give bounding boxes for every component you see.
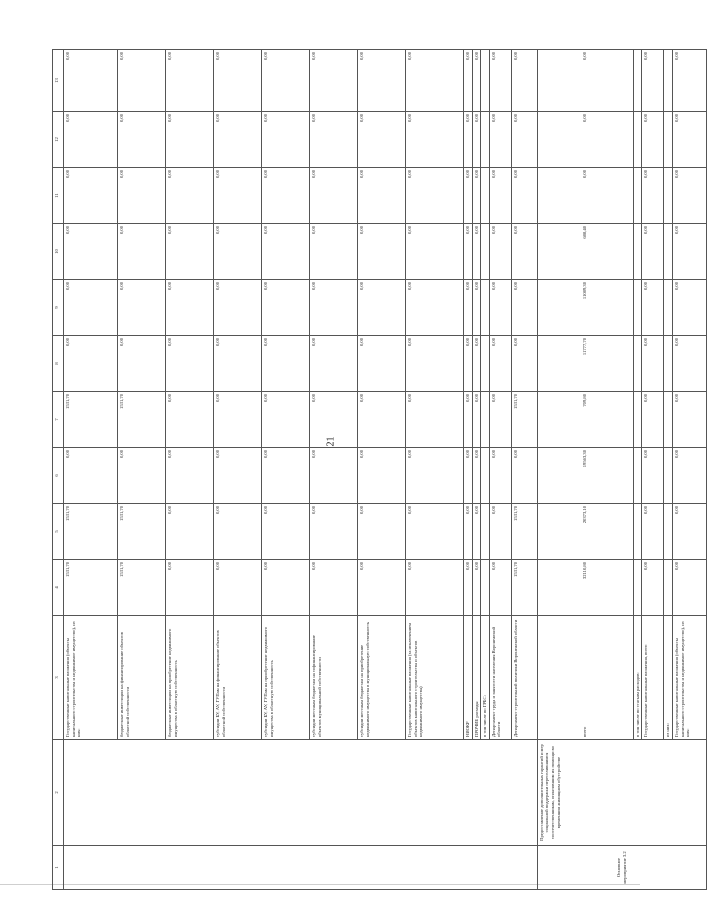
value-cell: 0,00 [406, 50, 464, 112]
row-label: НИОКР [464, 616, 473, 740]
value-cell: 0,00 [642, 560, 664, 616]
value-cell [481, 280, 490, 336]
value-cell: 0,00 [642, 280, 664, 336]
value-cell: 0,00 [166, 336, 214, 392]
row-label: в том числе по статьям расходов: [633, 616, 642, 740]
value-cell [481, 336, 490, 392]
col-header: 3 [53, 616, 64, 740]
row-label: Государственные капитальные вложения, всего [642, 616, 664, 740]
value-cell: 0,00 [358, 448, 406, 504]
value-cell: 0,00 [118, 280, 166, 336]
value-cell [633, 504, 642, 560]
value-cell: 0,00 [642, 50, 664, 112]
value-cell: 0,00 [214, 560, 262, 616]
row-label: Государственные капитальные вложения (объекты капитального строительства и недвижимое имущество), из них: [672, 616, 706, 740]
value-cell: 0,00 [118, 448, 166, 504]
empty-cell [64, 740, 538, 846]
col-header: 4 [53, 560, 64, 616]
value-cell [481, 448, 490, 504]
row-label: субсидии местным бюджетам на софинансирование объектов муниципальной собственности [310, 616, 358, 740]
value-cell: 0,00 [406, 392, 464, 448]
measure-number: Основное мероприятие 3.2 [537, 846, 706, 890]
value-cell: 0,00 [672, 224, 706, 280]
value-cell [481, 560, 490, 616]
value-cell: 0,00 [214, 448, 262, 504]
value-cell: 0,00 [472, 168, 481, 224]
value-cell: 0,00 [489, 224, 511, 280]
value-cell: 0,00 [406, 280, 464, 336]
value-cell: 0,00 [672, 392, 706, 448]
row-label: Департамент строительной политики Воронежской области [511, 616, 537, 740]
value-cell: 11777,70 [537, 336, 633, 392]
row-label: всего [537, 616, 633, 740]
value-cell: 0,00 [464, 224, 473, 280]
value-cell: 0,00 [472, 392, 481, 448]
col-header: 9 [53, 280, 64, 336]
value-cell [664, 280, 673, 336]
measure-title: Предоставление дополнительных гарантий и мер социальной поддержки переселившимся соотечественникам, оплатившим их помощи во временном жилищном обустройстве [537, 740, 706, 846]
value-cell: 688,40 [537, 224, 633, 280]
value-cell: 0,00 [511, 168, 537, 224]
value-cell [664, 168, 673, 224]
value-cell [481, 168, 490, 224]
value-cell: 0,00 [672, 168, 706, 224]
value-cell [633, 560, 642, 616]
value-cell: 0,00 [118, 50, 166, 112]
value-cell: 0,00 [489, 392, 511, 448]
col-header: 5 [53, 504, 64, 560]
value-cell: 0,00 [214, 112, 262, 168]
value-cell: 0,00 [166, 224, 214, 280]
value-cell: 0,00 [262, 504, 310, 560]
value-cell: 0,00 [642, 392, 664, 448]
value-cell: 0,00 [262, 168, 310, 224]
value-cell: 0,00 [64, 448, 118, 504]
value-cell: 0,00 [310, 280, 358, 336]
value-cell: 1531,70 [118, 392, 166, 448]
table-row [537, 50, 633, 890]
value-cell: 0,00 [537, 50, 633, 112]
value-cell [664, 224, 673, 280]
value-cell: 0,00 [489, 504, 511, 560]
value-cell: 0,00 [406, 504, 464, 560]
value-cell: 0,00 [358, 560, 406, 616]
col-header: 6 [53, 448, 64, 504]
table-row [64, 50, 118, 890]
value-cell: 0,00 [642, 336, 664, 392]
value-cell: 0,00 [310, 112, 358, 168]
value-cell: 0,00 [214, 392, 262, 448]
value-cell: 0,00 [464, 280, 473, 336]
value-cell: 0,00 [489, 112, 511, 168]
value-cell: 0,00 [464, 392, 473, 448]
value-cell: 0,00 [214, 168, 262, 224]
value-cell: 0,00 [118, 168, 166, 224]
value-cell: 0,00 [511, 50, 537, 112]
header-row [53, 50, 64, 890]
value-cell: 0,00 [489, 168, 511, 224]
value-cell: 0,00 [672, 504, 706, 560]
value-cell [481, 112, 490, 168]
value-cell [664, 50, 673, 112]
value-cell: 709,80 [537, 392, 633, 448]
value-cell: 0,00 [464, 560, 473, 616]
value-cell [664, 336, 673, 392]
value-cell: 0,00 [358, 50, 406, 112]
value-cell [664, 392, 673, 448]
col-header: 11 [53, 168, 64, 224]
value-cell: 0,00 [262, 224, 310, 280]
value-cell: 0,00 [64, 224, 118, 280]
value-cell: 0,00 [214, 280, 262, 336]
value-cell: 0,00 [464, 336, 473, 392]
value-cell: 0,00 [464, 168, 473, 224]
value-cell: 0,00 [511, 112, 537, 168]
value-cell: 0,00 [214, 50, 262, 112]
value-cell: 0,00 [672, 448, 706, 504]
value-cell: 0,00 [464, 504, 473, 560]
value-cell [633, 50, 642, 112]
value-cell: 0,00 [472, 112, 481, 168]
value-cell: 1531,70 [64, 392, 118, 448]
value-cell: 0,00 [511, 280, 537, 336]
value-cell: 0,00 [262, 448, 310, 504]
row-label: бюджетные инвестиции на финансирование объектов областной собственности [118, 616, 166, 740]
value-cell: 0,00 [672, 560, 706, 616]
value-cell: 1531,70 [64, 504, 118, 560]
value-cell: 0,00 [64, 336, 118, 392]
row-label: субсидии местным бюджетам на приобретение недвижимого имущества в муниципальную собственность [358, 616, 406, 740]
value-cell: 0,00 [472, 560, 481, 616]
value-cell: 0,00 [472, 224, 481, 280]
value-cell [664, 448, 673, 504]
value-cell: 0,00 [406, 224, 464, 280]
value-cell: 0,00 [537, 168, 633, 224]
value-cell: 1531,70 [118, 560, 166, 616]
value-cell: 0,00 [358, 504, 406, 560]
value-cell: 0,00 [472, 50, 481, 112]
row-label: Департамент труда и занятости населения Воронежской области [489, 616, 511, 740]
value-cell: 0,00 [358, 280, 406, 336]
value-cell: 0,00 [262, 280, 310, 336]
col-header: 7 [53, 392, 64, 448]
value-cell [633, 112, 642, 168]
value-cell: 0,00 [472, 504, 481, 560]
col-header: 1 [53, 846, 64, 890]
value-cell: 0,00 [464, 448, 473, 504]
value-cell [664, 504, 673, 560]
value-cell: 0,00 [672, 280, 706, 336]
empty-cell [64, 846, 538, 890]
rotated-page [52, 50, 691, 890]
value-cell [481, 50, 490, 112]
value-cell: 1531,70 [511, 504, 537, 560]
value-cell: 0,00 [64, 168, 118, 224]
value-cell: 0,00 [672, 50, 706, 112]
value-cell: 0,00 [166, 168, 214, 224]
row-label: ПРОЧИЕ расходы [472, 616, 481, 740]
value-cell: 0,00 [464, 112, 473, 168]
row-label: Государственные капитальные вложения (за исключением объектов капитального строительства и объектов недвижимого имущества) [406, 616, 464, 740]
col-header: 13 [53, 50, 64, 112]
value-cell: 0,00 [642, 504, 664, 560]
value-cell: 0,00 [511, 448, 537, 504]
value-cell: 0,00 [262, 336, 310, 392]
row-label: субсидии БУ, АУ, ГУПам на приобретение недвижимого имущества в областную собственность [262, 616, 310, 740]
value-cell [481, 504, 490, 560]
value-cell: 11089,30 [537, 280, 633, 336]
value-cell: 0,00 [214, 504, 262, 560]
value-cell: 0,00 [358, 112, 406, 168]
value-cell: 0,00 [406, 560, 464, 616]
row-label: Государственные капитальные вложения (объекты капитального строительства и недвижимое имущество), из них: [64, 616, 118, 740]
value-cell: 0,00 [464, 50, 473, 112]
value-cell: 0,00 [214, 224, 262, 280]
value-cell: 0,00 [489, 560, 511, 616]
col-header: 2 [53, 740, 64, 846]
value-cell: 0,00 [511, 336, 537, 392]
value-cell: 0,00 [358, 336, 406, 392]
value-cell: 0,00 [642, 224, 664, 280]
value-cell: 0,00 [489, 280, 511, 336]
value-cell: 0,00 [406, 168, 464, 224]
value-cell: 0,00 [262, 392, 310, 448]
value-cell: 0,00 [262, 50, 310, 112]
value-cell: 0,00 [310, 336, 358, 392]
value-cell: 0,00 [310, 560, 358, 616]
value-cell: 0,00 [310, 224, 358, 280]
value-cell: 0,00 [672, 336, 706, 392]
value-cell: 0,00 [642, 112, 664, 168]
value-cell: 0,00 [472, 448, 481, 504]
value-cell: 19563,30 [537, 448, 633, 504]
value-cell: 0,00 [166, 280, 214, 336]
value-cell: 0,00 [166, 112, 214, 168]
value-cell: 0,00 [358, 224, 406, 280]
value-cell: 0,00 [118, 336, 166, 392]
budget-table [52, 49, 707, 890]
row-label: бюджетные инвестиции на приобретение недвижимого имущества в областную собственность [166, 616, 214, 740]
value-cell: 0,00 [489, 50, 511, 112]
value-cell [664, 112, 673, 168]
value-cell: 0,00 [642, 168, 664, 224]
value-cell [664, 560, 673, 616]
value-cell: 0,00 [118, 224, 166, 280]
value-cell: 0,00 [489, 336, 511, 392]
row-label: в том числе по ГРБС: [481, 616, 490, 740]
value-cell: 0,00 [166, 392, 214, 448]
value-cell: 0,00 [310, 504, 358, 560]
value-cell [481, 392, 490, 448]
value-cell: 0,00 [262, 112, 310, 168]
value-cell: 0,00 [310, 392, 358, 448]
value-cell: 0,00 [310, 168, 358, 224]
row-label: из них: [664, 616, 673, 740]
value-cell: 0,00 [537, 112, 633, 168]
value-cell: 0,00 [406, 448, 464, 504]
value-cell: 0,00 [472, 280, 481, 336]
value-cell: 1531,70 [511, 560, 537, 616]
value-cell: 0,00 [672, 112, 706, 168]
value-cell [633, 448, 642, 504]
value-cell: 0,00 [310, 448, 358, 504]
value-cell: 0,00 [642, 448, 664, 504]
value-cell: 0,00 [166, 560, 214, 616]
value-cell: 20373,10 [537, 504, 633, 560]
value-cell: 0,00 [358, 168, 406, 224]
value-cell: 0,00 [166, 504, 214, 560]
value-cell [633, 280, 642, 336]
value-cell: 0,00 [406, 336, 464, 392]
value-cell: 0,00 [406, 112, 464, 168]
value-cell: 0,00 [511, 224, 537, 280]
value-cell [633, 392, 642, 448]
value-cell: 1531,70 [511, 392, 537, 448]
value-cell: 0,00 [472, 336, 481, 392]
value-cell: 0,00 [214, 336, 262, 392]
col-header: 12 [53, 112, 64, 168]
value-cell: 0,00 [64, 280, 118, 336]
value-cell: 0,00 [358, 392, 406, 448]
value-cell: 0,00 [64, 112, 118, 168]
value-cell: 0,00 [64, 50, 118, 112]
value-cell: 0,00 [118, 112, 166, 168]
row-label: субсидии БУ, АУ, ГУПам на финансирование объектов областной собственности [214, 616, 262, 740]
value-cell: 32110,80 [537, 560, 633, 616]
value-cell: 0,00 [310, 50, 358, 112]
value-cell [633, 336, 642, 392]
col-header: 10 [53, 224, 64, 280]
value-cell [481, 224, 490, 280]
value-cell [633, 224, 642, 280]
value-cell [633, 168, 642, 224]
page-number: 21 [325, 436, 337, 447]
value-cell: 0,00 [262, 560, 310, 616]
value-cell: 0,00 [489, 448, 511, 504]
value-cell: 0,00 [166, 50, 214, 112]
value-cell: 0,00 [166, 448, 214, 504]
value-cell: 1531,70 [118, 504, 166, 560]
value-cell: 1531,70 [64, 560, 118, 616]
col-header: 8 [53, 336, 64, 392]
